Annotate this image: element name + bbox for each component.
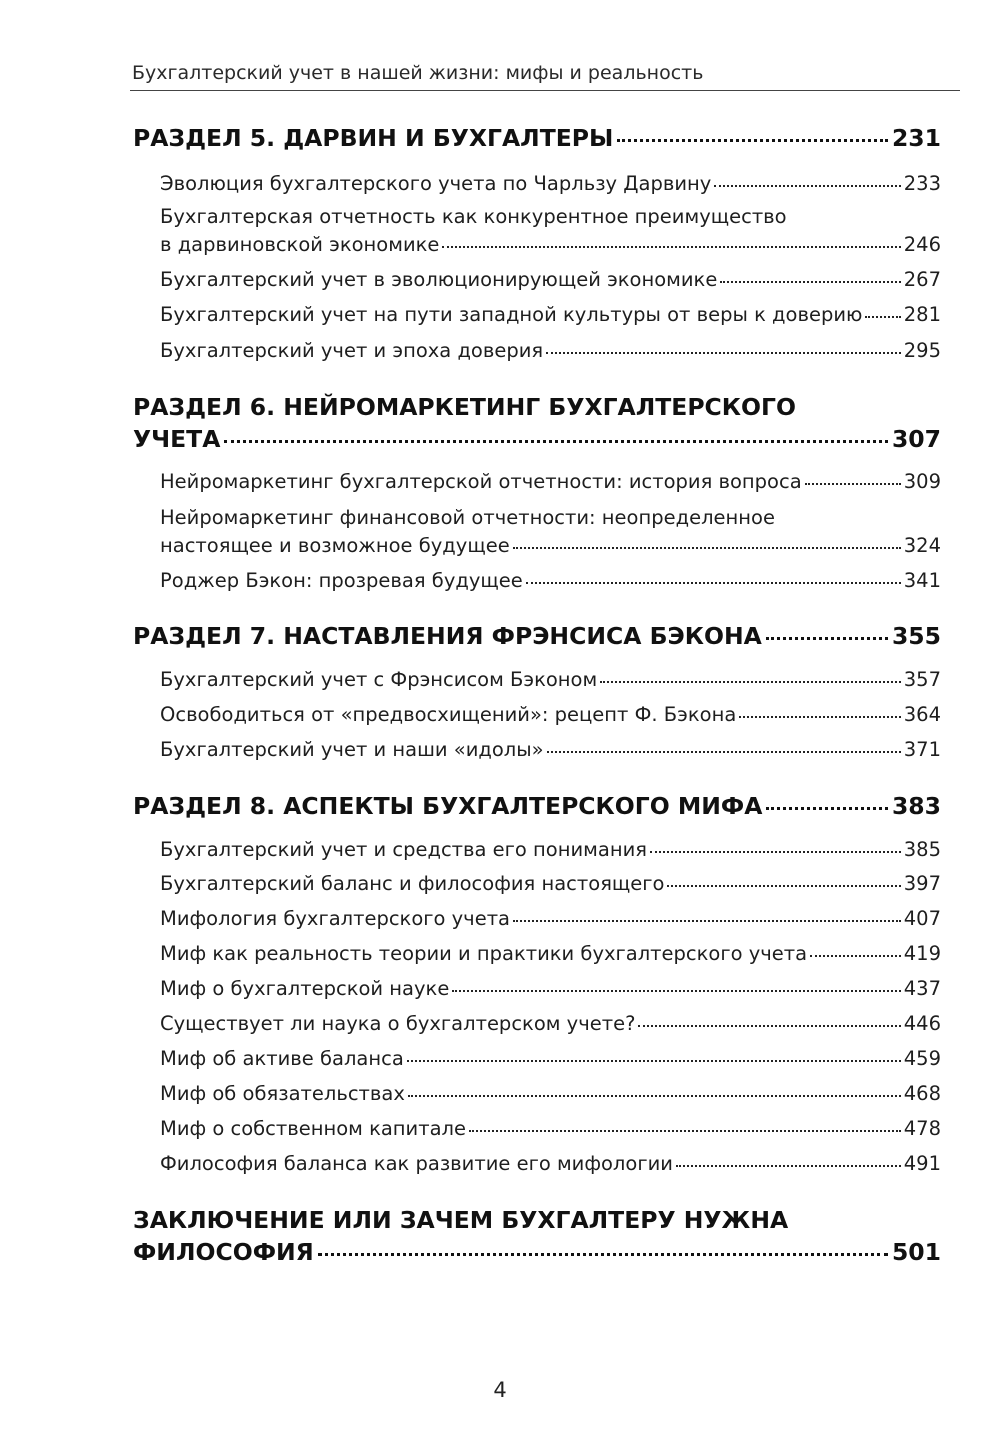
leader-dots	[650, 851, 901, 853]
toc-entry	[160, 977, 941, 1000]
leader-dots	[526, 582, 901, 584]
toc-entry-page: 407	[903, 907, 941, 930]
leader-dots	[224, 440, 888, 443]
toc-entry-page: 446	[903, 1012, 941, 1035]
toc-entry-title: Бухгалтерский учет и эпоха доверия	[160, 339, 544, 362]
toc-entry-page: 385	[903, 838, 941, 861]
toc-entry-page: 324	[903, 534, 941, 557]
toc-entry-title-line1: Нейромаркетинг финансовой отчетности: неопределенное	[160, 506, 775, 529]
toc-entry-title: Бухгалтерский учет на пути западной культуры от веры к доверию	[160, 303, 863, 326]
toc-entry-title: Нейромаркетинг бухгалтерской отчетности: история вопроса	[160, 470, 802, 493]
toc-section-page: 231	[891, 124, 941, 152]
toc-entry-title: Миф о собственном капитале	[160, 1117, 467, 1140]
toc-entry	[160, 703, 941, 726]
toc-entry-page: 295	[903, 339, 941, 362]
toc-entry-title: Миф об обязательствах	[160, 1082, 405, 1105]
toc-entry-page: 364	[903, 703, 941, 726]
toc-entry-title: Бухгалтерский учет и средства его понимания	[160, 838, 647, 861]
leader-dots	[600, 681, 901, 683]
toc-entry-page: 357	[903, 668, 941, 691]
toc-entry	[160, 838, 941, 861]
leader-dots	[739, 716, 900, 718]
leader-dots	[318, 1253, 888, 1256]
toc-entry	[160, 470, 941, 493]
toc-entry-page: 341	[903, 569, 941, 592]
toc-section-page: 355	[891, 622, 941, 650]
toc-entry-page: 419	[903, 942, 941, 965]
leader-dots	[546, 352, 901, 354]
toc-entry-page: 491	[903, 1152, 941, 1175]
toc-entry	[160, 303, 941, 326]
toc-entry-page: 309	[903, 470, 941, 493]
toc-entry-page: 371	[903, 738, 941, 761]
leader-dots	[547, 751, 901, 753]
toc-entry	[160, 233, 941, 256]
toc-entry-page: 468	[903, 1082, 941, 1105]
toc-entry	[160, 534, 941, 557]
toc-section-page: 307	[891, 425, 941, 453]
toc-entry	[160, 339, 941, 362]
header-rule	[130, 90, 960, 91]
toc-section-6	[133, 425, 941, 453]
toc-section-title: РАЗДЕЛ 7. НАСТАВЛЕНИЯ ФРЭНСИСА БЭКОНА	[133, 622, 762, 650]
toc-section-7	[133, 622, 941, 650]
toc-entry	[160, 1082, 941, 1105]
leader-dots	[617, 139, 888, 142]
leader-dots	[408, 1095, 901, 1097]
toc-entry	[160, 172, 941, 195]
toc-entry	[160, 907, 941, 930]
toc-entry	[160, 268, 941, 291]
leader-dots	[766, 637, 888, 640]
leader-dots	[865, 316, 900, 318]
page-number: 4	[493, 1378, 507, 1402]
leader-dots	[667, 885, 900, 887]
toc-section-page: 383	[891, 792, 941, 820]
toc-entry-title: Эволюция бухгалтерского учета по Чарльзу Дарвину	[160, 172, 712, 195]
toc-entry	[160, 738, 941, 761]
toc-entry	[160, 1117, 941, 1140]
running-header: Бухгалтерский учет в нашей жизни: мифы и реальность	[132, 62, 704, 84]
toc-entry-title: Существует ли наука о бухгалтерском учете?	[160, 1012, 636, 1035]
toc-entry-page: 246	[903, 233, 941, 256]
toc-section-title: ФИЛОСОФИЯ	[133, 1238, 314, 1266]
leader-dots	[766, 807, 888, 810]
toc-entry-title: Роджер Бэкон: прозревая будущее	[160, 569, 523, 592]
leader-dots	[638, 1025, 900, 1027]
toc-entry-title: Миф о бухгалтерской науке	[160, 977, 450, 1000]
toc-section-title: РАЗДЕЛ 8. АСПЕКТЫ БУХГАЛТЕРСКОГО МИФА	[133, 792, 763, 820]
toc-entry-title: Миф как реальность теории и практики бухгалтерского учета	[160, 942, 808, 965]
toc-entry-title-line1: Бухгалтерская отчетность как конкурентное преимущество	[160, 205, 787, 228]
toc-section-title-line1: ЗАКЛЮЧЕНИЕ ИЛИ ЗАЧЕМ БУХГАЛТЕРУ НУЖНА	[133, 1206, 789, 1234]
toc-entry-title: Бухгалтерский баланс и философия настоящего	[160, 872, 665, 895]
toc-entry	[160, 668, 941, 691]
leader-dots	[805, 483, 901, 485]
toc-section-title-line1: РАЗДЕЛ 6. НЕЙРОМАРКЕТИНГ БУХГАЛТЕРСКОГО	[133, 393, 796, 421]
toc-entry	[160, 569, 941, 592]
leader-dots	[442, 246, 900, 248]
toc-entry	[160, 942, 941, 965]
toc-entry-page: 281	[903, 303, 941, 326]
toc-entry-title: Бухгалтерский учет с Фрэнсисом Бэконом	[160, 668, 598, 691]
toc-entry-page: 267	[903, 268, 941, 291]
toc-entry-title: настоящее и возможное будущее	[160, 534, 510, 557]
toc-entry-title: Миф об активе баланса	[160, 1047, 404, 1070]
toc-entry	[160, 1047, 941, 1070]
toc-conclusion	[133, 1238, 941, 1266]
toc-entry	[160, 1012, 941, 1035]
toc-section-8	[133, 792, 941, 820]
leader-dots	[452, 990, 900, 992]
toc-entry-title: Бухгалтерский учет и наши «идолы»	[160, 738, 544, 761]
leader-dots	[407, 1060, 901, 1062]
toc-entry-page: 459	[903, 1047, 941, 1070]
toc-entry-page: 397	[903, 872, 941, 895]
leader-dots	[810, 955, 901, 957]
toc-entry-title: Бухгалтерский учет в эволюционирующей экономике	[160, 268, 718, 291]
toc-entry-title: Философия баланса как развитие его мифологии	[160, 1152, 673, 1175]
toc-entry-page: 478	[903, 1117, 941, 1140]
toc-entry-title: Освободиться от «предвосхищений»: рецепт Ф. Бэкона	[160, 703, 737, 726]
toc-entry	[160, 1152, 941, 1175]
leader-dots	[513, 920, 901, 922]
leader-dots	[513, 547, 901, 549]
leader-dots	[676, 1165, 901, 1167]
toc-entry-title: Мифология бухгалтерского учета	[160, 907, 511, 930]
toc-section-title: УЧЕТА	[133, 425, 221, 453]
toc-section-title: РАЗДЕЛ 5. ДАРВИН И БУХГАЛТЕРЫ	[133, 124, 614, 152]
leader-dots	[714, 185, 900, 187]
leader-dots	[720, 281, 900, 283]
toc-entry	[160, 872, 941, 895]
toc-entry-page: 437	[903, 977, 941, 1000]
toc-entry-title: в дарвиновской экономике	[160, 233, 440, 256]
toc-entry-page: 233	[903, 172, 941, 195]
toc-section-5	[133, 124, 941, 152]
toc-section-page: 501	[891, 1238, 941, 1266]
leader-dots	[469, 1130, 901, 1132]
